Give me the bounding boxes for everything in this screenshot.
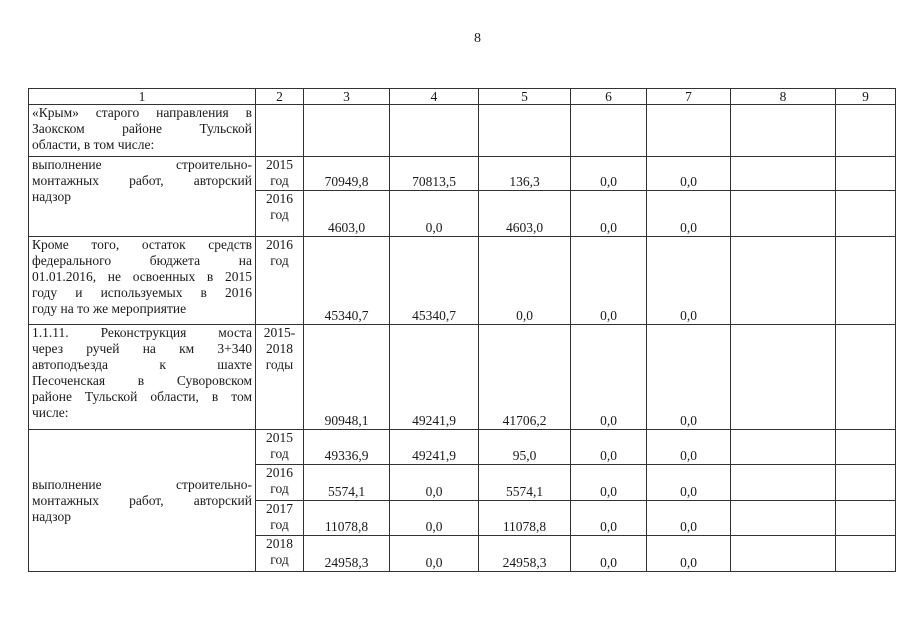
- value-cell: 41706,2: [479, 325, 571, 430]
- value-cell: 95,0: [479, 430, 571, 465]
- col-header: 6: [571, 89, 647, 105]
- year-cell: 2016 год: [256, 191, 304, 237]
- value-cell: 0,0: [647, 237, 731, 325]
- col-header: 8: [731, 89, 836, 105]
- value-cell: 90948,1: [304, 325, 390, 430]
- col-header: 3: [304, 89, 390, 105]
- year-cell: 2016 год: [256, 465, 304, 501]
- value-cell: 136,3: [479, 157, 571, 191]
- value-cell: 5574,1: [479, 465, 571, 501]
- value-cell: 0,0: [647, 536, 731, 572]
- value-cell: 70949,8: [304, 157, 390, 191]
- table-row: [29, 237, 896, 325]
- value-cell: 70813,5: [390, 157, 479, 191]
- table-row: [29, 105, 896, 157]
- row-description: 1.1.11. Реконструкция моста через ручей на км 3+340 автоподъезда к шахте Песоченская в Суворовском районе Тульской области, в том числе:: [29, 325, 256, 430]
- value-cell: 24958,3: [304, 536, 390, 572]
- value-cell: 11078,8: [479, 501, 571, 536]
- value-cell: 0,0: [390, 465, 479, 501]
- value-cell: 0,0: [390, 501, 479, 536]
- value-cell: 0,0: [571, 430, 647, 465]
- value-cell: 0,0: [571, 325, 647, 430]
- value-cell: 0,0: [647, 325, 731, 430]
- value-cell: 0,0: [390, 191, 479, 237]
- row-description: выполнение строительно- монтажных работ, авторский надзор: [29, 430, 256, 572]
- budget-table: [28, 88, 896, 572]
- value-cell: 0,0: [571, 536, 647, 572]
- col-header: 9: [836, 89, 896, 105]
- value-cell: 0,0: [647, 465, 731, 501]
- col-header: 5: [479, 89, 571, 105]
- value-cell: 49241,9: [390, 325, 479, 430]
- year-cell: 2015- 2018 годы: [256, 325, 304, 430]
- year-cell: 2017 год: [256, 501, 304, 536]
- value-cell: 0,0: [647, 157, 731, 191]
- year-cell: 2015 год: [256, 430, 304, 465]
- row-description: выполнение строительно- монтажных работ, авторский надзор: [29, 157, 256, 237]
- col-header: 7: [647, 89, 731, 105]
- value-cell: 45340,7: [390, 237, 479, 325]
- value-cell: 0,0: [571, 191, 647, 237]
- value-cell: 0,0: [479, 237, 571, 325]
- value-cell: 4603,0: [479, 191, 571, 237]
- value-cell: 5574,1: [304, 465, 390, 501]
- page-number: 8: [474, 31, 481, 46]
- value-cell: 0,0: [571, 157, 647, 191]
- value-cell: 0,0: [647, 430, 731, 465]
- value-cell: 45340,7: [304, 237, 390, 325]
- col-header: 4: [390, 89, 479, 105]
- header-row: [29, 89, 896, 105]
- value-cell: 49241,9: [390, 430, 479, 465]
- value-cell: 0,0: [390, 536, 479, 572]
- year-cell: 2016 год: [256, 237, 304, 325]
- value-cell: 0,0: [647, 191, 731, 237]
- value-cell: 0,0: [571, 501, 647, 536]
- row-description: «Крым» старого направления в Заокском районе Тульской области, в том числе:: [29, 105, 256, 157]
- value-cell: 0,0: [647, 501, 731, 536]
- value-cell: 11078,8: [304, 501, 390, 536]
- table-row: [29, 325, 896, 430]
- col-header: 2: [256, 89, 304, 105]
- table-row: [29, 157, 896, 191]
- value-cell: 0,0: [571, 465, 647, 501]
- row-description: Кроме того, остаток средств федерального бюджета на 01.01.2016, не освоенных в 2015 году и используемых в 2016 году на то же мероприятие: [29, 237, 256, 325]
- table-row: [29, 430, 896, 465]
- value-cell: 24958,3: [479, 536, 571, 572]
- col-header: 1: [29, 89, 256, 105]
- year-cell: 2018 год: [256, 536, 304, 572]
- value-cell: 49336,9: [304, 430, 390, 465]
- value-cell: 4603,0: [304, 191, 390, 237]
- value-cell: 0,0: [571, 237, 647, 325]
- year-cell: 2015 год: [256, 157, 304, 191]
